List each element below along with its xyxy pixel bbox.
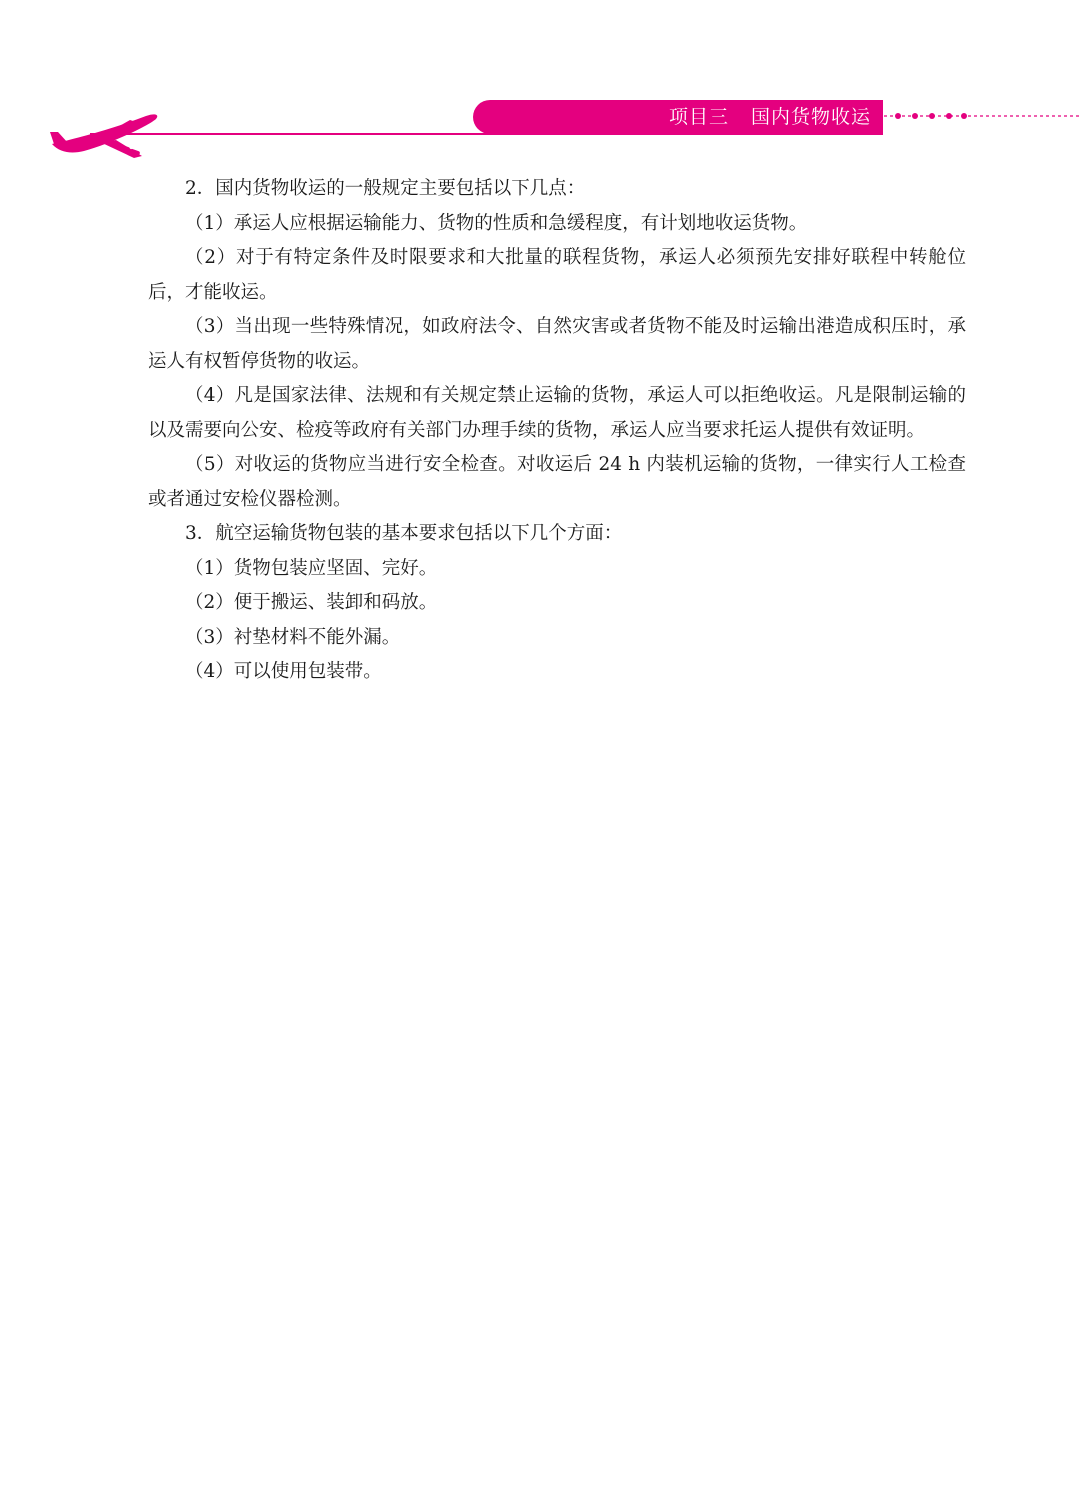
section-heading-2: 2．国内货物收运的一般规定主要包括以下几点： bbox=[185, 178, 586, 199]
list-item: （5）对收运的货物应当进行安全检查。对收运后 24 h 内装机运输的货物，一律实行人工检查或者通过安检仪器检测。 bbox=[148, 454, 966, 510]
list-item: （2）对于有特定条件及时限要求和大批量的联程货物，承运人必须预先安排好联程中转舱位后，才能收运。 bbox=[148, 247, 966, 303]
section-heading-3: 3．航空运输货物包装的基本要求包括以下几个方面： bbox=[185, 523, 623, 544]
dotted-trail-decoration bbox=[884, 106, 1079, 126]
running-header bbox=[0, 96, 1083, 166]
chapter-title: 国内货物收运 bbox=[750, 106, 871, 128]
list-item: （4）可以使用包装带。 bbox=[185, 661, 382, 682]
list-item: （3）衬垫材料不能外漏。 bbox=[185, 626, 401, 648]
list-item: （1）货物包装应坚固、完好。 bbox=[185, 557, 438, 579]
list-item: （4）凡是国家法律、法规和有关规定禁止运输的货物，承运人可以拒绝收运。凡是限制运输的以及需要向公安、检疫等政府有关部门办理手续的货物，承运人应当要求托运人提供有效证明。 bbox=[148, 385, 966, 441]
list-item: （1）承运人应根据运输能力、货物的性质和急缓程度，有计划地收运货物。 bbox=[185, 212, 808, 234]
chapter-banner-text bbox=[669, 100, 871, 134]
airplane-icon bbox=[50, 106, 162, 158]
body-text bbox=[148, 172, 966, 690]
chapter-number: 项目三 bbox=[668, 106, 729, 128]
list-item: （3）当出现一些特殊情况，如政府法令、自然灾害或者货物不能及时运输出港造成积压时，承运人有权暂停货物的收运。 bbox=[148, 316, 966, 372]
chapter-banner bbox=[473, 100, 883, 134]
list-item: （2）便于搬运、装卸和码放。 bbox=[185, 592, 438, 613]
